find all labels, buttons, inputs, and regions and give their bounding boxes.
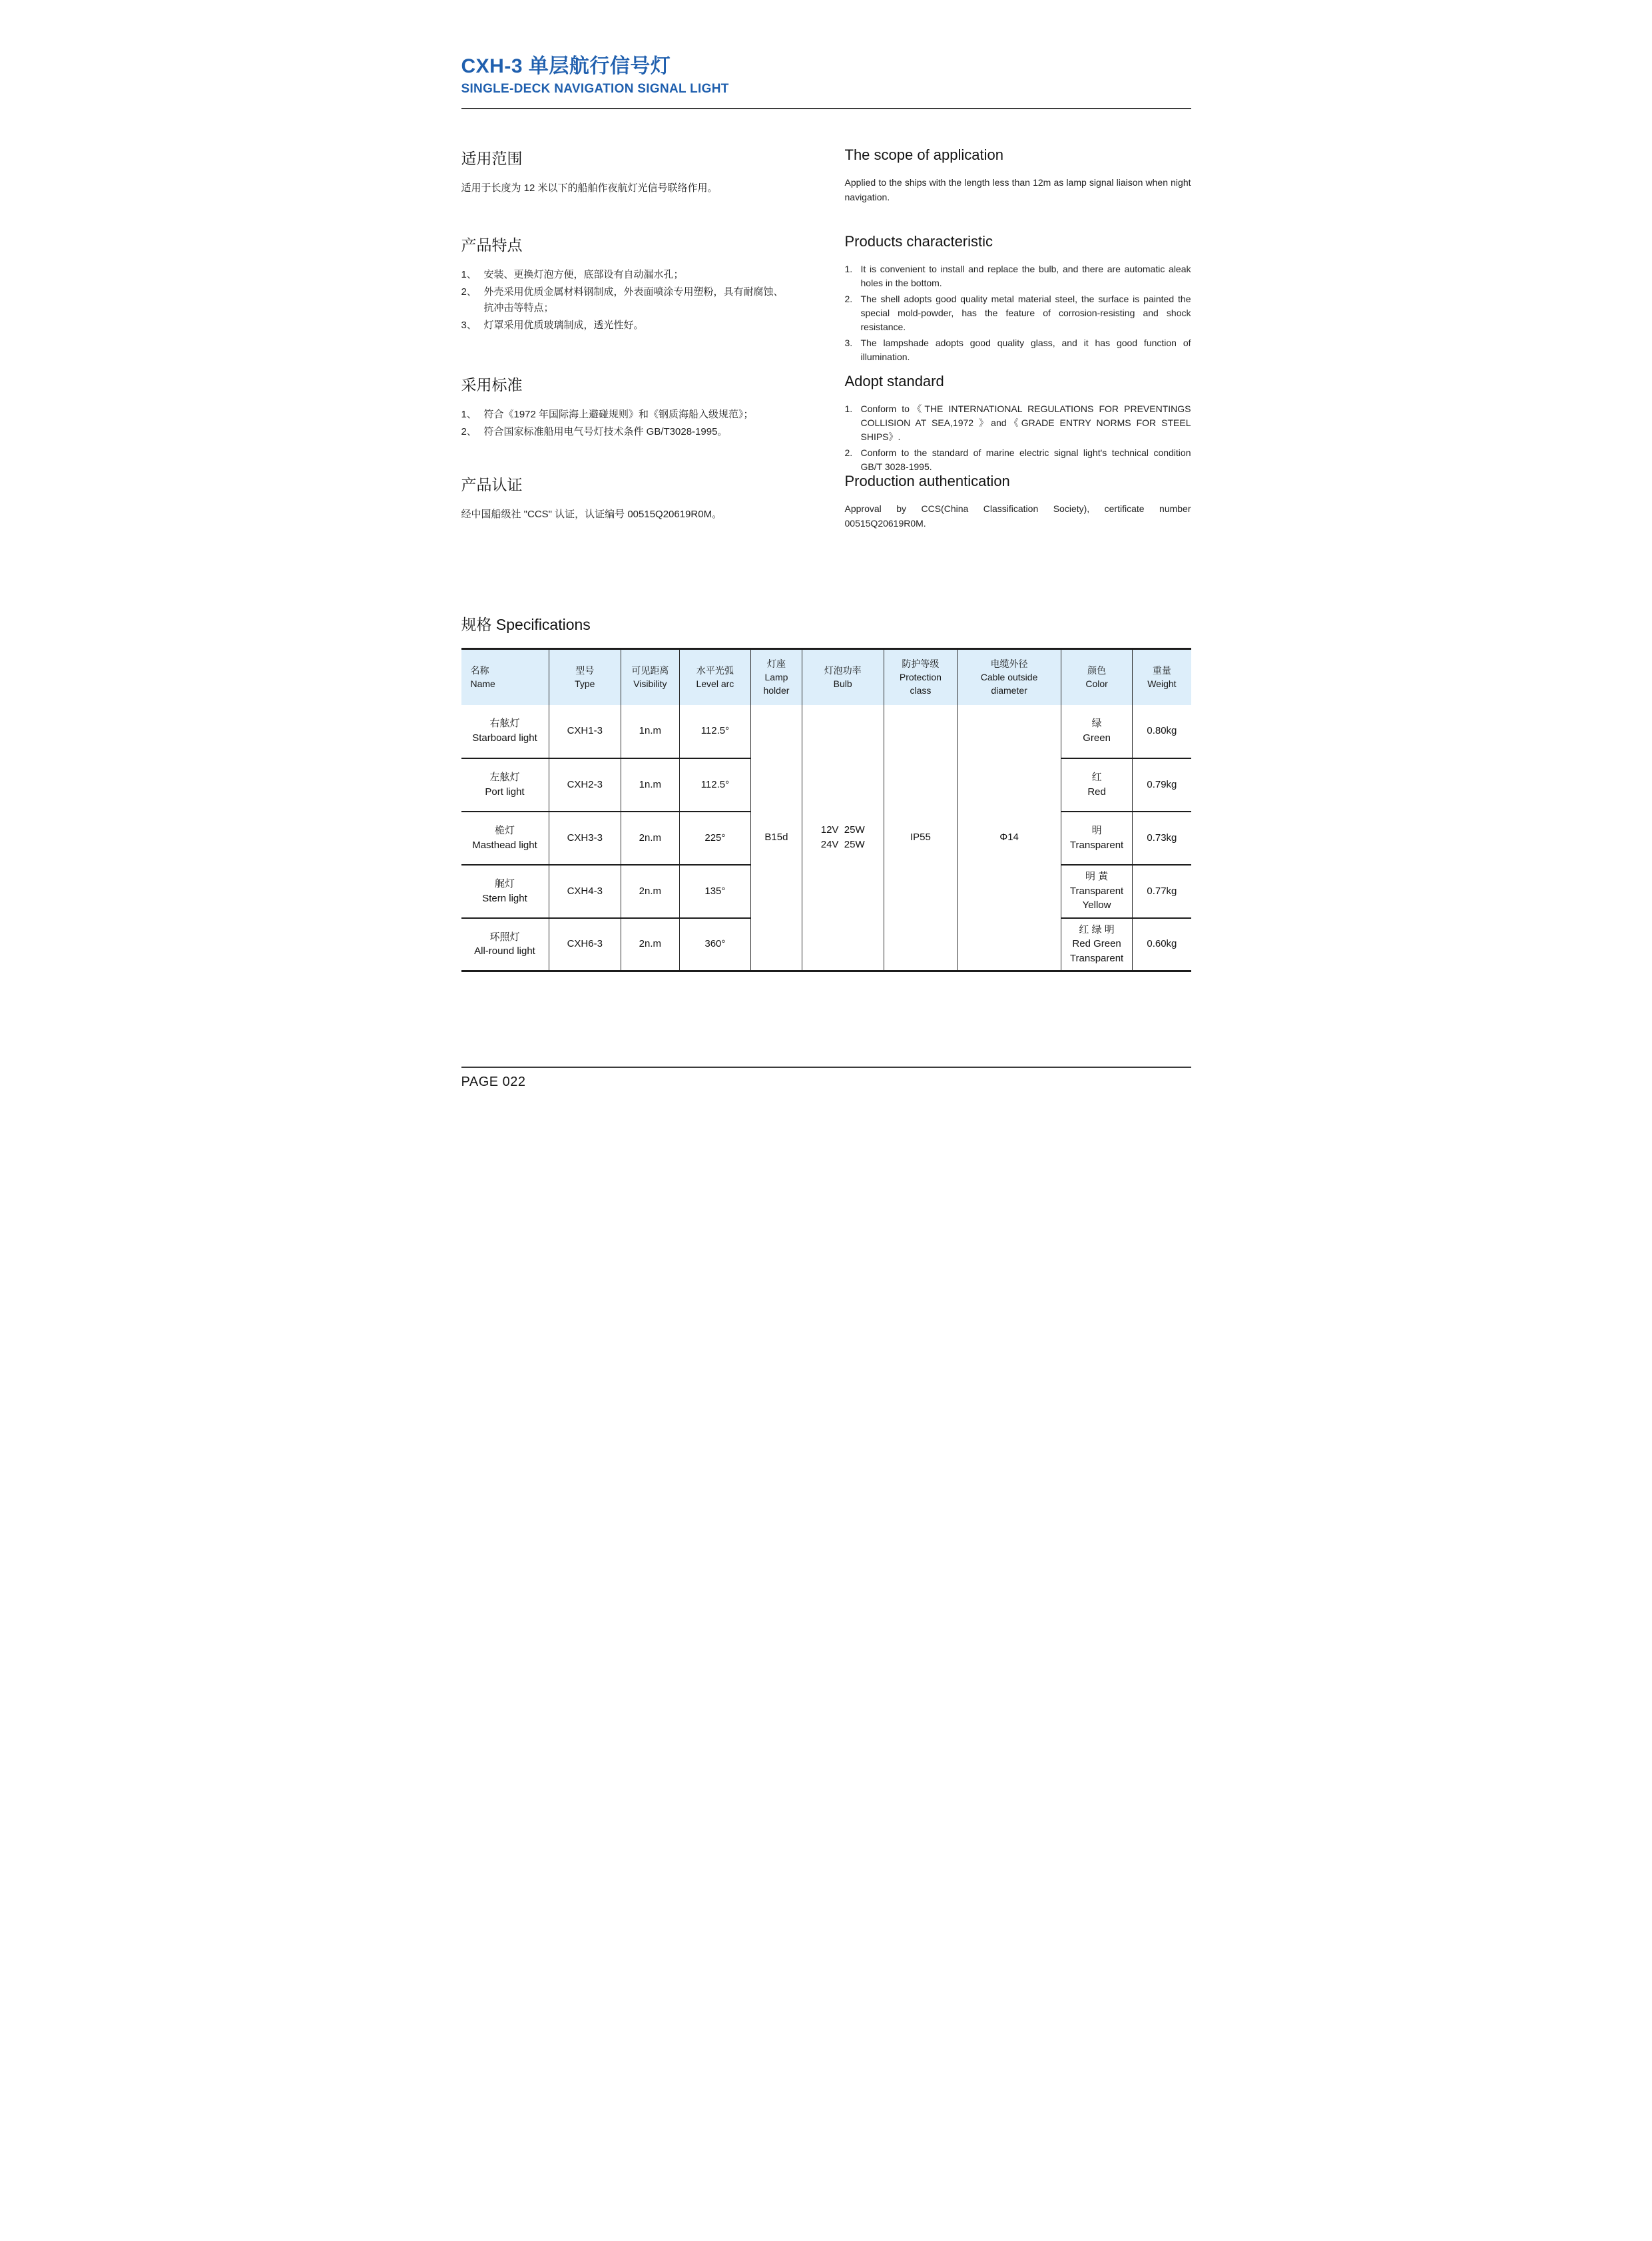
col-header-lamp-holder: 灯座 Lamp holder <box>751 649 802 705</box>
cell-color: 明 黄 Transparent Yellow <box>1061 865 1132 918</box>
auth-zh-heading: 产品认证 <box>461 476 523 493</box>
list-item-text: The lampshade adopts good quality glass, and it has good function of illumination. <box>860 338 1191 362</box>
section-scope-zh <box>461 146 789 233</box>
cell-level-arc: 135° <box>679 865 750 918</box>
cell-lamp-holder-merged: B15d <box>751 705 802 971</box>
cell-name: 桅灯 Masthead light <box>461 812 549 865</box>
cell-color: 红 Red <box>1061 758 1132 812</box>
list-item <box>845 446 1191 474</box>
list-item <box>845 336 1191 364</box>
list-item-number: 1. <box>844 403 853 414</box>
list-item-number: 3. <box>844 338 853 348</box>
cell-level-arc: 360° <box>679 918 750 971</box>
doc-footer <box>461 1067 1191 1090</box>
cell-visibility: 2n.m <box>621 918 680 971</box>
standard-en-heading: Adopt standard <box>844 373 944 389</box>
list-item <box>461 284 789 316</box>
list-item <box>461 267 789 282</box>
list-item-text: The shell adopts good quality metal material steel, the surface is painted the special mold-powder, has the feature of corrosion-resisting and shock resistance. <box>860 294 1191 332</box>
cell-type: CXH4-3 <box>549 865 621 918</box>
list-item-number: 2. <box>844 294 853 304</box>
col-header-level-arc: 水平光弧 Level arc <box>679 649 750 705</box>
list-item-text: 外壳采用优质金属材料钢制成，外表面喷涂专用塑粉，具有耐腐蚀、抗冲击等特点； <box>483 286 784 314</box>
list-item <box>845 402 1191 444</box>
specifications-heading: 规格 Specifications <box>461 616 591 633</box>
standard-zh-heading: 采用标准 <box>461 376 523 393</box>
section-standard-zh <box>461 373 789 473</box>
cell-level-arc: 112.5° <box>679 758 750 812</box>
list-item-text: 符合《1972 年国际海上避碰规则》和《钢质海船入级规范》； <box>483 409 754 420</box>
scope-en-body: Applied to the ships with the length less than 12m as lamp signal liaison when night navigation. <box>844 177 1191 202</box>
cell-bulb-merged: 12V 25W 24V 25W <box>802 705 884 971</box>
section-standard-en <box>845 373 1191 473</box>
list-item <box>845 262 1191 290</box>
table-row-starboard-light <box>461 705 1191 758</box>
list-item-text: 安装、更换灯泡方便，底部设有自动漏水孔； <box>483 269 684 280</box>
list-item <box>461 407 789 422</box>
features-en-heading: Products characteristic <box>844 233 993 250</box>
list-item-number: 1. <box>844 264 853 274</box>
section-features-zh <box>461 233 789 373</box>
auth-en-body: Approval by CCS(China Classification Society), certificate number 00515Q20619R0M. <box>844 503 1191 529</box>
auth-zh-body: 经中国船级社 "CCS" 认证，认证编号 00515Q20619R0M。 <box>461 509 722 520</box>
list-item-text: Conform to the standard of marine electric signal light's technical condition GB/T 3028-1995. <box>860 447 1191 472</box>
col-header-protection-class: 防护等级 Protection class <box>884 649 958 705</box>
doc-header <box>461 0 1191 109</box>
cell-name: 右舷灯 Starboard light <box>461 705 549 758</box>
cell-visibility: 1n.m <box>621 705 680 758</box>
page-number: PAGE 022 <box>461 1075 526 1089</box>
specifications-section <box>461 613 1191 972</box>
cell-type: CXH3-3 <box>549 812 621 865</box>
cell-visibility: 2n.m <box>621 865 680 918</box>
scope-en-heading: The scope of application <box>844 146 1003 163</box>
scope-zh-body: 适用于长度为 12 米以下的船舶作夜航灯光信号联络作用。 <box>461 182 718 194</box>
features-zh-heading: 产品特点 <box>461 236 523 254</box>
col-header-name-en: Name <box>470 678 495 690</box>
chinese-column <box>461 146 789 546</box>
title-divider <box>461 108 1191 109</box>
two-column-body <box>461 146 1191 546</box>
col-header-color: 颜色 Color <box>1061 649 1132 705</box>
cell-color: 红 绿 明 Red Green Transparent <box>1061 918 1132 971</box>
col-header-visibility: 可见距离 Visibility <box>621 649 680 705</box>
cell-weight: 0.79kg <box>1133 758 1191 812</box>
cell-name: 左舷灯 Port light <box>461 758 549 812</box>
cell-color: 明 Transparent <box>1061 812 1132 865</box>
cell-weight: 0.73kg <box>1133 812 1191 865</box>
cell-type: CXH2-3 <box>549 758 621 812</box>
section-auth-zh <box>461 473 789 546</box>
list-item <box>845 292 1191 334</box>
list-item-text: Conform to《THE INTERNATIONAL REGULATIONS FOR PREVENTINGS COLLISION AT SEA,1972 》and《GRADE ENTRY NORMS FOR STEEL SHIPS》. <box>860 403 1191 442</box>
list-item-text: 符合国家标准船用电气号灯技术条件 GB/T3028-1995。 <box>483 426 728 438</box>
col-header-name-zh: 名称 <box>470 664 489 676</box>
list-item-number: 3、 <box>461 319 477 331</box>
table-header-row <box>461 649 1191 705</box>
cell-type: CXH6-3 <box>549 918 621 971</box>
cell-level-arc: 112.5° <box>679 705 750 758</box>
list-item-number: 2、 <box>461 426 477 438</box>
list-item-number: 1、 <box>461 269 477 280</box>
section-features-en <box>845 233 1191 373</box>
list-item-number: 1、 <box>461 409 477 420</box>
cell-weight: 0.80kg <box>1133 705 1191 758</box>
cell-visibility: 2n.m <box>621 812 680 865</box>
english-column <box>845 146 1191 546</box>
section-scope-en <box>845 146 1191 233</box>
list-item <box>461 318 789 333</box>
cell-color: 绿 Green <box>1061 705 1132 758</box>
list-item-text: 灯罩采用优质玻璃制成，透光性好。 <box>483 319 644 331</box>
cell-weight: 0.60kg <box>1133 918 1191 971</box>
specifications-table <box>461 648 1191 972</box>
cell-type: CXH1-3 <box>549 705 621 758</box>
cell-protection-merged: IP55 <box>884 705 958 971</box>
cell-weight: 0.77kg <box>1133 865 1191 918</box>
cell-visibility: 1n.m <box>621 758 680 812</box>
list-item-text: It is convenient to install and replace the bulb, and there are automatic aleak holes in the bottom. <box>860 264 1191 288</box>
cell-level-arc: 225° <box>679 812 750 865</box>
col-header-bulb: 灯泡功率 Bulb <box>802 649 884 705</box>
col-header-name <box>461 649 549 705</box>
section-auth-en <box>845 473 1191 546</box>
document-page <box>413 0 1239 1120</box>
col-header-type: 型号 Type <box>549 649 621 705</box>
page-title-en: SINGLE-DECK NAVIGATION SIGNAL LIGHT <box>461 82 729 96</box>
col-header-weight: 重量 Weight <box>1133 649 1191 705</box>
cell-name: 环照灯 All-round light <box>474 931 535 957</box>
footer-divider <box>461 1067 1191 1068</box>
list-item-number: 2. <box>844 447 853 458</box>
auth-en-heading: Production authentication <box>844 473 1010 489</box>
page-title-zh: CXH-3 单层航行信号灯 <box>461 55 671 77</box>
list-item <box>461 424 789 439</box>
scope-zh-heading: 适用范围 <box>461 150 523 167</box>
cell-name: 艉灯 Stern light <box>461 865 549 918</box>
col-header-cable-diameter: 电缆外径 Cable outside diameter <box>958 649 1061 705</box>
cell-cable-merged: Φ14 <box>958 705 1061 971</box>
list-item-number: 2、 <box>461 286 477 298</box>
